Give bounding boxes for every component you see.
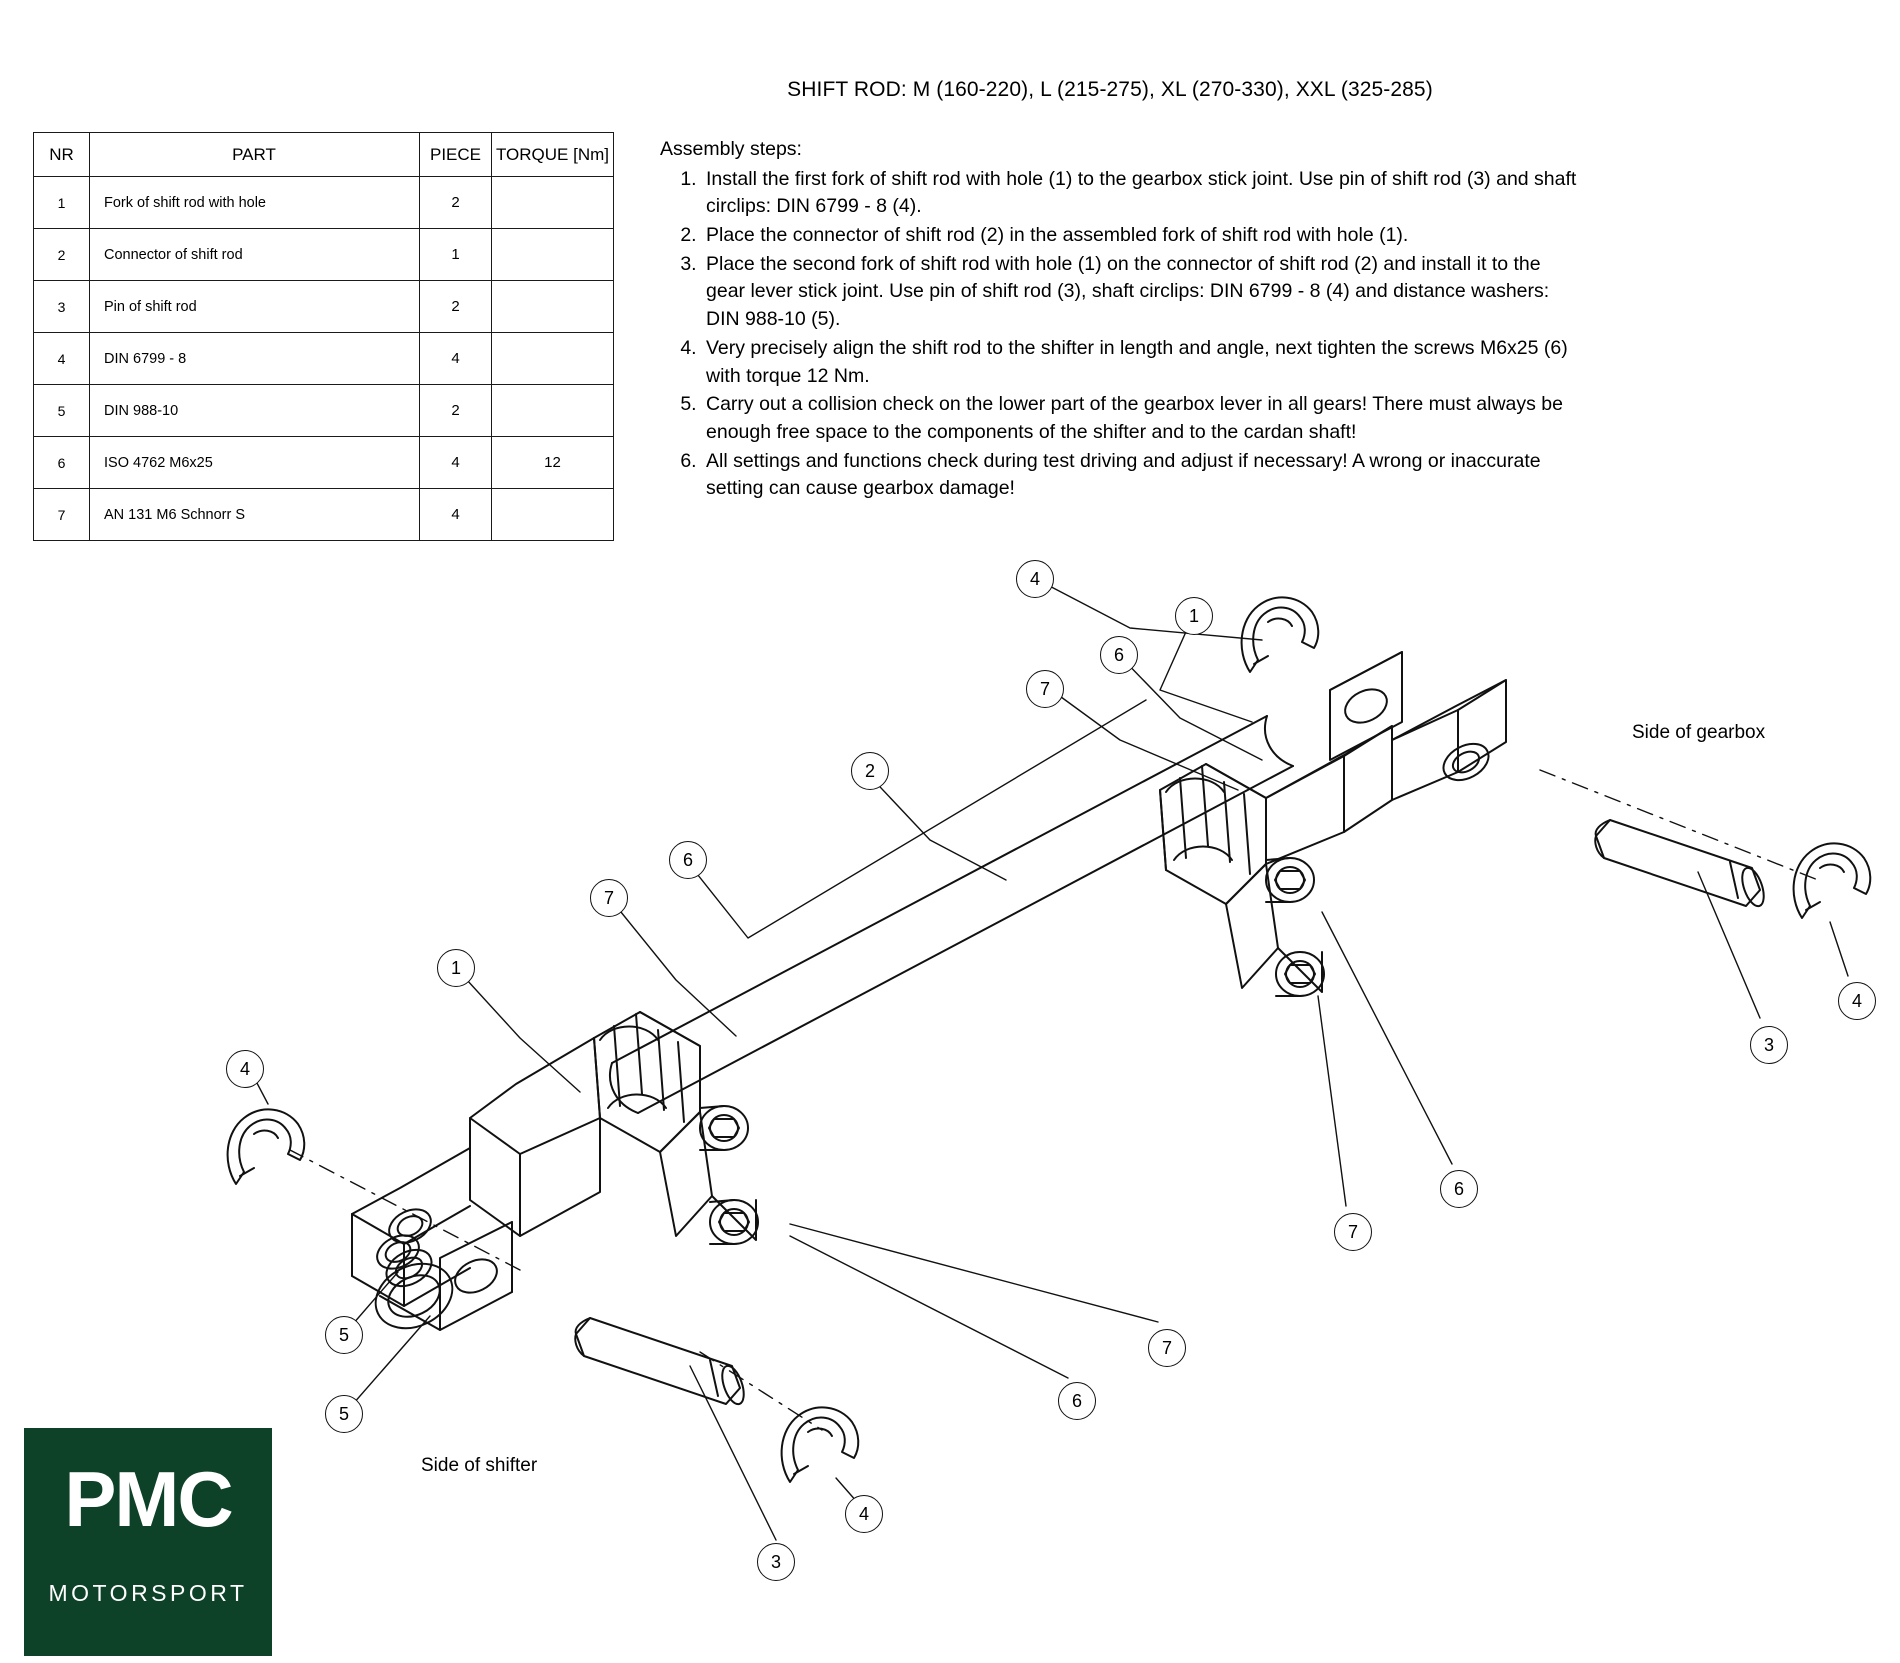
- cell-torque: [492, 177, 614, 229]
- circlip-top: [1242, 597, 1319, 672]
- callout-balloon-6-mid: 6: [669, 841, 707, 879]
- cell-nr: 5: [34, 385, 90, 437]
- cell-part: Fork of shift rod with hole: [90, 177, 420, 229]
- cell-torque: [492, 229, 614, 281]
- cell-torque: 12: [492, 437, 614, 489]
- cell-piece: 4: [420, 489, 492, 541]
- callout-balloon-1-left: 1: [437, 949, 475, 987]
- assembly-steps-list: [660, 166, 1580, 503]
- table-row: [34, 177, 614, 229]
- table-header-row: [34, 133, 614, 177]
- assembly-step: 2. Place the connector of shift rod (2) in the assembled fork of shift rod with hole (1).: [702, 222, 1580, 250]
- callout-balloon-1-right: 1: [1175, 597, 1213, 635]
- table-row: [34, 437, 614, 489]
- callout-balloon-5-lower: 5: [325, 1395, 363, 1433]
- screw-right-lower: [1276, 952, 1324, 996]
- cell-nr: 4: [34, 333, 90, 385]
- column-header-piece: PIECE: [420, 133, 492, 177]
- assembly-step: 4. Very precisely align the shift rod to the shifter in length and angle, next tighten the screws M6x25 (6) with torque 12 Nm.: [702, 335, 1580, 390]
- cell-part: Pin of shift rod: [90, 281, 420, 333]
- connector-shift-rod-tube: [610, 716, 1293, 1113]
- column-header-torque: TORQUE [Nm]: [492, 133, 614, 177]
- assembly-step: 3. Place the second fork of shift rod with hole (1) on the connector of shift rod (2) and install it to the gear lever stick joint. Use pin of shift rod (3), shaft circlips: DIN 6799 - 8 (4) and distance washers: DIN 988-10 (5).: [702, 251, 1580, 334]
- cell-piece: 1: [420, 229, 492, 281]
- cell-part: AN 131 M6 Schnorr S: [90, 489, 420, 541]
- circlip-bottom: [782, 1407, 859, 1482]
- cell-torque: [492, 385, 614, 437]
- label-side-of-shifter: Side of shifter: [421, 1455, 538, 1476]
- callout-balloon-6-lowmid: 6: [1058, 1382, 1096, 1420]
- parts-table: [33, 132, 614, 541]
- assembly-step: 6. All settings and functions check during test driving and adjust if necessary! A wrong or inaccurate setting can cause gearbox damage!: [702, 448, 1580, 503]
- logo-wordmark: MOTORSPORT: [48, 1580, 248, 1606]
- cell-torque: [492, 489, 614, 541]
- callout-balloon-7-right: 7: [1334, 1213, 1372, 1251]
- cell-torque: [492, 281, 614, 333]
- label-side-of-gearbox: Side of gearbox: [1632, 722, 1766, 743]
- cell-piece: 2: [420, 385, 492, 437]
- cell-nr: 7: [34, 489, 90, 541]
- circlip-right: [1794, 843, 1871, 918]
- table-row: [34, 333, 614, 385]
- assembly-instructions: [660, 136, 1580, 504]
- assembly-step: 5. Carry out a collision check on the lower part of the gearbox lever in all gears! There must always be enough free space to the components of the shifter and to the cardan shaft!: [702, 391, 1580, 446]
- assembly-steps-title: Assembly steps:: [660, 138, 802, 160]
- circlip-left: [228, 1109, 305, 1184]
- callout-balloon-7-mid: 7: [590, 879, 628, 917]
- pmc-motorsport-logo: [24, 1428, 272, 1656]
- callout-balloon-6-right: 6: [1440, 1170, 1478, 1208]
- assembly-step: 1. Install the first fork of shift rod with hole (1) to the gearbox stick joint. Use pin of shift rod (3) and shaft circlips: DIN 6799 - 8 (4).: [702, 166, 1580, 221]
- callout-balloon-6-top: 6: [1100, 636, 1138, 674]
- callout-balloon-3-low: 3: [757, 1543, 795, 1581]
- callout-balloon-4-left: 4: [226, 1050, 264, 1088]
- cell-piece: 2: [420, 177, 492, 229]
- cell-piece: 4: [420, 437, 492, 489]
- cell-torque: [492, 333, 614, 385]
- screw-left-lower: [710, 1200, 758, 1244]
- callout-balloon-4-top: 4: [1016, 560, 1054, 598]
- cell-part: ISO 4762 M6x25: [90, 437, 420, 489]
- logo-mark: PMC: [64, 1455, 232, 1543]
- cell-nr: 6: [34, 437, 90, 489]
- fork-left: [352, 1012, 758, 1340]
- table-row: [34, 385, 614, 437]
- table-row: [34, 229, 614, 281]
- callout-balloon-4-lowmid: 4: [845, 1495, 883, 1533]
- pin-right: [1595, 820, 1768, 909]
- fork-right: [1160, 652, 1506, 996]
- callout-balloon-7-top: 7: [1026, 670, 1064, 708]
- screw-left-upper: [700, 1106, 748, 1150]
- cell-part: DIN 988-10: [90, 385, 420, 437]
- page-title: SHIFT ROD: M (160-220), L (215-275), XL (270-330), XXL (325-285): [787, 78, 1433, 101]
- screw-right-upper: [1266, 858, 1314, 902]
- callout-balloon-5-upper: 5: [325, 1316, 363, 1354]
- cell-nr: 1: [34, 177, 90, 229]
- assembly-axis-lines: [290, 770, 1818, 1430]
- callout-balloon-2: 2: [851, 752, 889, 790]
- callout-balloon-7-lowmid: 7: [1148, 1329, 1186, 1367]
- leader-lines: [248, 580, 1848, 1540]
- cell-piece: 2: [420, 281, 492, 333]
- column-header-part: PART: [90, 133, 420, 177]
- pin-left: [575, 1318, 748, 1407]
- callout-balloon-4-right: 4: [1838, 982, 1876, 1020]
- cell-part: DIN 6799 - 8: [90, 333, 420, 385]
- table-row: [34, 489, 614, 541]
- column-header-nr: NR: [34, 133, 90, 177]
- cell-part: Connector of shift rod: [90, 229, 420, 281]
- callout-balloon-3-right: 3: [1750, 1026, 1788, 1064]
- cell-nr: 2: [34, 229, 90, 281]
- cell-piece: 4: [420, 333, 492, 385]
- cell-nr: 3: [34, 281, 90, 333]
- table-row: [34, 281, 614, 333]
